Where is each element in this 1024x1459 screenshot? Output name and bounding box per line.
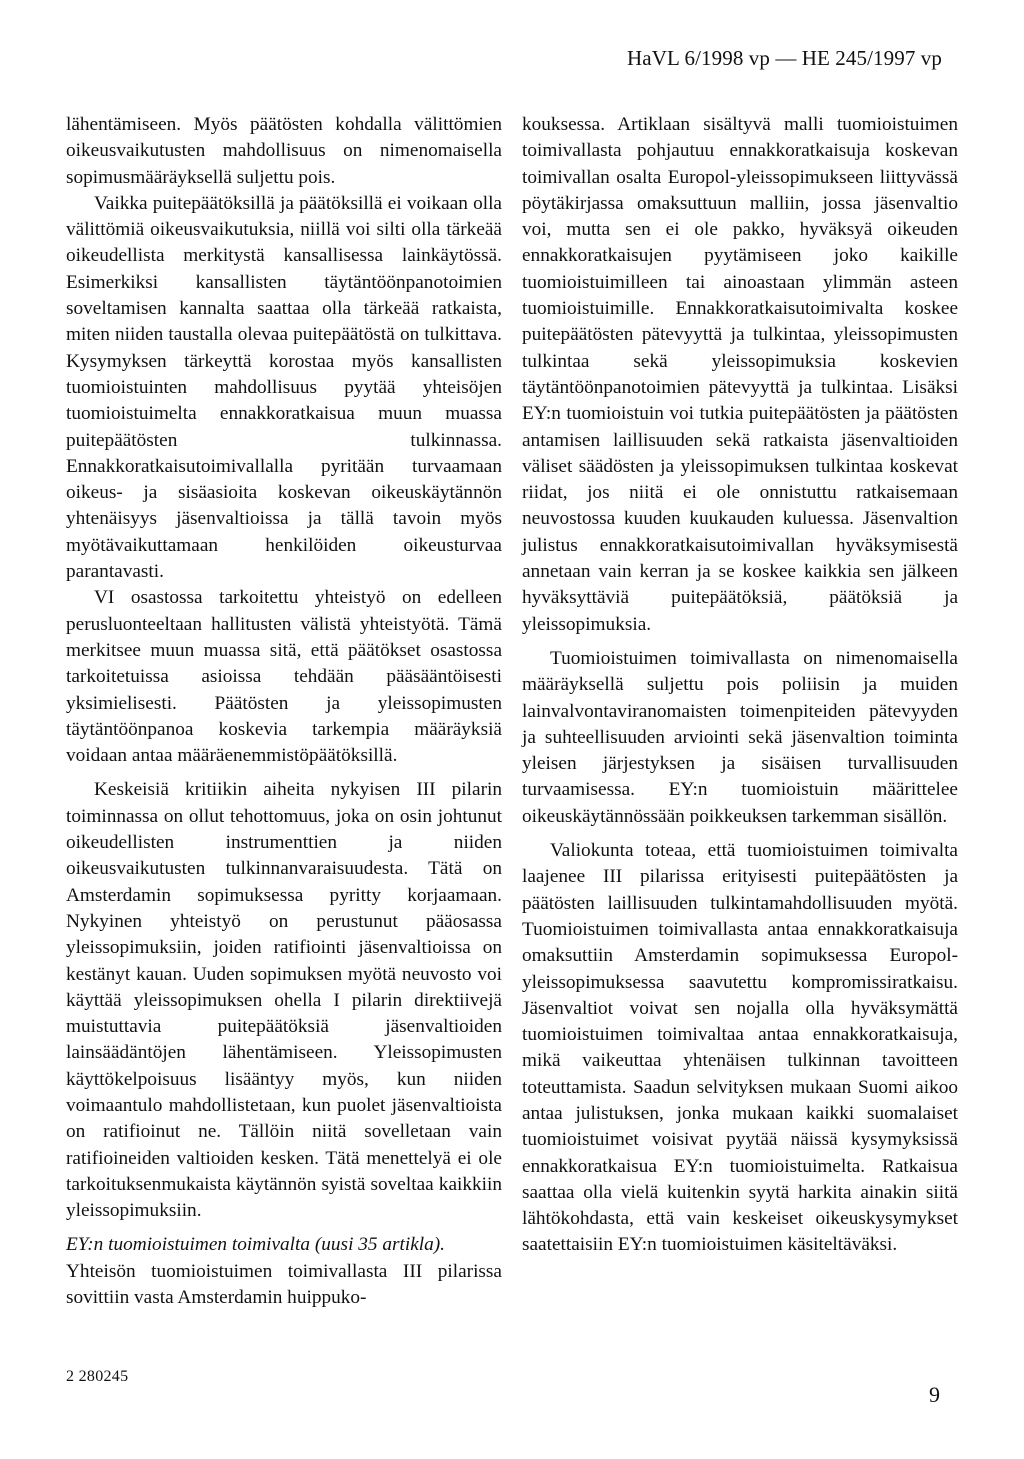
right-column (522, 112, 958, 1259)
paragraph: Keskeisiä kritiikin aiheita nykyisen III pilarin toiminnassa on ollut tehottomuus, joka on osin johtunut oikeudellisten instrumenttien ja niiden oikeusvaikutusten tulkinnanvaraisuudesta. Tätä on Amsterdamin sopimuksessa pyritty korjaamaan. Nykyinen yhteistyö on perustunut pääosassa yleissopimuksiin, joiden ratifiointi jäsenvaltioissa on kestänyt kauan. Uuden sopimuksen myötä neuvosto voi käyttää yleissopimuksen ohella I pilarin direktiivejä muistuttavia puitepäätöksiä jäsenvaltioiden lainsäädäntöjen lähentämiseen. Yleissopimusten käyttökelpoisuus lisääntyy myös, kun niiden voimaantulo mahdollistetaan, kun puolet jäsenvaltioista on ratifioinut ne. Tällöin niitä sovelletaan vain ratifioineiden valtioiden kesken. Tätä menettelyä ei ole tarkoituksenmukaista käytännön syistä soveltaa kaikkiin yleissopimuksiin. (66, 779, 502, 1222)
paragraph: Tuomioistuimen toimivallasta on nimenomaisella määräyksellä suljettu pois poliisin ja muiden lainvalvontaviranomaisten toimenpiteiden pätevyyden ja suhteellisuuden arviointi sekä jäsenvaltion toiminta yleisen järjestyksen ja sisäisen turvallisuuden turvaamisessa. EY:n tuomioistuin määrittelee oikeuskäytännössään poikkeuksen tarkemman sisällön. (522, 647, 958, 827)
left-column (66, 112, 502, 1311)
section-block (66, 1232, 502, 1311)
page-number: 9 (929, 1382, 940, 1407)
paragraph: VI osastossa tarkoitettu yhteistyö on edelleen perusluonteeltaan hallitusten välistä yhteistyötä. Tämä merkitsee muun muassa sitä, että päätökset osastossa tarkoitetuissa asioissa tehdään pääsääntöisesti yksimielisesti. Päätösten ja yleissopimusten täytäntöönpanoa koskevia tarkempia määräyksiä voidaan antaa määräenemmistöpäätöksillä. (66, 587, 502, 767)
paragraph: Valiokunta toteaa, että tuomioistuimen toimivalta laajenee III pilarissa erityisesti puitepäätösten ja päätösten laillisuuden tulkintamahdollisuuden myötä. Tuomioistuimen toimivallasta antaa ennakkoratkaisuja omaksuttiin Amsterdamin sopimuksessa Europol-yleissopimuksessa saavutettu kompromissiratkaisu. Jäsenvaltiot voivat sen nojalla olla hyväksymättä tuomioistuimen toimivaltaa antaa ennakkoratkaisuja, mikä vaikeuttaa yhtenäisen tulkinnan tavoitteen toteuttamista. Saadun selvityksen mukaan Suomi aikoo antaa julistuksen, jonka mukaan kaikki suomalaiset tuomioistuimet voisivat pyytää näissä kysymyksissä ennakkoratkaisua EY:n tuomioistuimelta. Ratkaisua saattaa olla vielä kuitenkin syytä harkita ainakin siitä lähtökohdasta, että vain keskeiset oikeuskysymykset saatettaisiin EY:n tuomioistuimen käsiteltäväksi. (522, 840, 958, 1256)
running-header: HaVL 6/1998 vp — HE 245/1997 vp (627, 46, 942, 70)
section-intro: Yhteisön tuomioistuimen toimivallasta III pilarissa sovittiin vasta Amsterdamin huippuko- (66, 1260, 502, 1309)
paragraph: Vaikka puitepäätöksillä ja päätöksillä ei voikaan olla välittömiä oikeusvaikutuksia, niillä voi silti olla tärkeää oikeudellista merkitystä kansallisessa lainkäytössä. Esimerkiksi kansallisten täytäntöönpanotoimien soveltamisen kannalta saattaa olla tärkeää ratkaista, miten niiden taustalla olevaa puitepäätöstä on tulkittava. Kysymyksen tärkeyttä korostaa myös kansallisten tuomioistuinten mahdollisuus pyytää yhteisöjen tuomioistuimelta ennakkoratkaisua muun muassa puitepäätösten tulkinnassa. Ennakkoratkaisutoimivallalla pyritään turvaamaan oikeus- ja sisäasioita koskevan oikeuskäytännön yhtenäisyys jäsenvaltioissa ja tällä tavoin myös myötävaikuttamaan henkilöiden oikeusturvaa parantavasti. (66, 192, 502, 583)
print-code: 2 280245 (66, 1368, 129, 1385)
paragraph-continuation: kouksessa. Artiklaan sisältyvä malli tuomioistuimen toimivallasta pohjautuu ennakkoratkaisuja koskevan toimivallan osalta Europol-yleissopimukseen liittyvässä pöytäkirjassa omaksuttuun malliin, jossa jäsenvaltio voi, mutta sen ei ole pakko, hyväksyä oikeuden ennakkoratkaisujen pyytämiseen joko kaikille tuomioistuimilleen tai ainoastaan ylimmän asteen tuomioistuimille. Ennakkoratkaisutoimivalta koskee puitepäätösten pätevyyttä ja tulkintaa, yleissopimusten tulkintaa sekä yleissopimuksia koskevien täytäntöönpanotoimien pätevyyttä ja tulkintaa. Lisäksi EY:n tuomioistuin voi tutkia puitepäätösten ja päätösten antamisen laillisuuden sekä ratkaista jäsenvaltioiden väliset säädösten ja yleissopimuksen tulkintaa koskevat riidat, jos niitä ei ole onnistuttu ratkaisemaan neuvostossa kuuden kuukauden kuluessa. Jäsenvaltion julistus ennakkoratkaisutoimivallan hyväksymisestä annetaan vain kerran ja se koskee kaikkia sen jälkeen hyväksyttäviä puitepäätöksiä, päätöksiä ja yleissopimuksia. (522, 114, 958, 635)
paragraph-continuation: lähentämiseen. Myös päätösten kohdalla välittömien oikeusvaikutusten mahdollisuus on nimenomaisella sopimusmääräyksellä suljettu pois. (66, 114, 502, 188)
section-heading: EY:n tuomioistuimen toimivalta (uusi 35 artikla). (66, 1234, 445, 1256)
